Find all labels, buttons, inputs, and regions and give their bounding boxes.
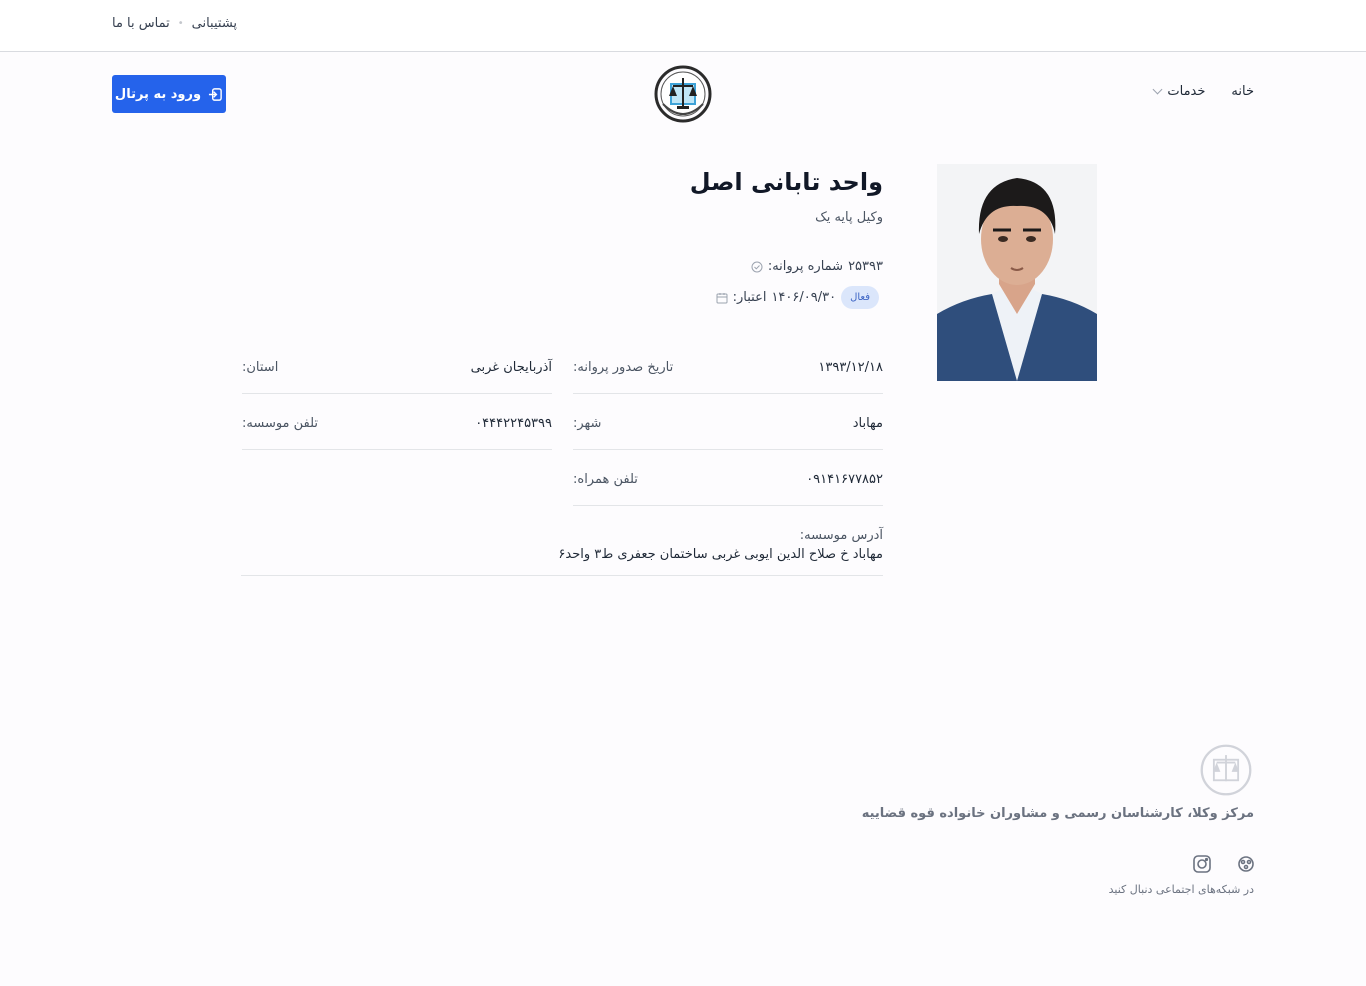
check-circle-icon (751, 261, 763, 273)
province-field (242, 360, 552, 394)
social-links (1190, 852, 1258, 876)
issue-date-field (573, 360, 883, 394)
lawyer-name: واحد تابانی اصل (689, 168, 883, 196)
address-label: آدرس موسسه: (799, 528, 883, 543)
license-row (751, 259, 883, 274)
issue-date-value: ۱۳۹۳/۱۲/۱۸ (818, 360, 883, 375)
portal-login-button[interactable] (112, 75, 226, 113)
follow-text: در شبکه‌های اجتماعی دنبال کنید (1108, 883, 1254, 896)
mobile-label: تلفن همراه: (573, 472, 638, 487)
license-number: ۲۵۳۹۳ (848, 259, 883, 274)
city-label: شهر: (573, 416, 602, 431)
validity-row (716, 286, 883, 309)
judiciary-logo[interactable] (653, 64, 713, 124)
chevron-down-icon (1153, 85, 1163, 95)
footer-logo (1198, 742, 1254, 798)
issue-date-label: تاریخ صدور پروانه: (573, 360, 674, 375)
nav-home-label: خانه (1231, 84, 1254, 99)
instagram-icon[interactable] (1190, 852, 1214, 876)
validity-label: اعتبار: (732, 290, 767, 305)
province-value: آذربایجان غربی (470, 360, 552, 375)
address-value: مهاباد خ صلاح الدین ایوبی غربی ساختمان جعفری ط۳ واحد۶ (558, 547, 883, 562)
footer-org-name: مرکز وکلا، کارشناسان رسمی و مشاوران خانواده قوه قضاییه (861, 806, 1254, 821)
province-label: استان: (242, 360, 279, 375)
social-network-icon[interactable] (1234, 852, 1258, 876)
separator-dot: • (177, 18, 184, 29)
license-label: شماره پروانه: (767, 259, 844, 274)
portal-login-label: ورود به پرتال (114, 86, 202, 102)
mobile-value: ۰۹۱۴۱۶۷۷۸۵۲ (806, 472, 883, 487)
office-phone-value: ۰۴۴۴۲۲۴۵۳۹۹ (475, 416, 552, 431)
address-field (241, 528, 883, 576)
main-nav (1154, 84, 1254, 99)
nav-services-label: خدمات (1167, 84, 1206, 99)
validity-date: ۱۴۰۶/۰۹/۳۰ (771, 290, 837, 305)
top-bar (0, 0, 1366, 52)
office-phone-field (242, 416, 552, 450)
calendar-icon (716, 292, 728, 304)
city-field (573, 416, 883, 450)
office-phone-label: تلفن موسسه: (242, 416, 319, 431)
support-link[interactable]: پشتیبانی (191, 16, 238, 31)
top-links (112, 16, 237, 31)
mobile-field (573, 472, 883, 506)
lawyer-photo (937, 164, 1097, 381)
lawyer-title: وکیل پایه یک (815, 210, 883, 225)
status-badge: فعال (841, 286, 879, 309)
login-icon (208, 87, 223, 102)
city-value: مهاباد (852, 416, 883, 431)
contact-link[interactable]: تماس با ما (112, 16, 170, 31)
nav-services[interactable] (1154, 84, 1205, 99)
nav-home[interactable] (1231, 84, 1254, 99)
